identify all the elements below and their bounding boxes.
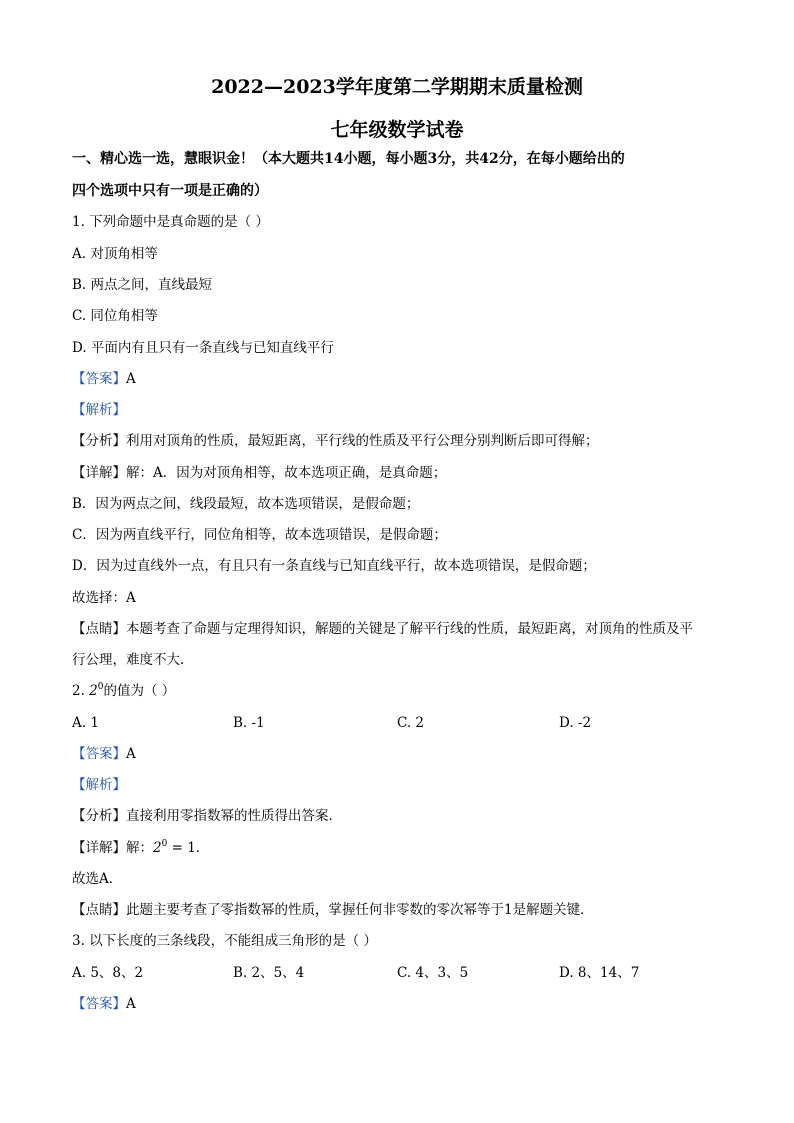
q2-choose: 故选A． xyxy=(72,871,123,887)
q2-analysis xyxy=(72,776,126,794)
q2-detail-exponent: 0 xyxy=(161,839,168,849)
q3-option-d: D. 8、14、7 xyxy=(559,965,640,981)
answer-label: 【答案】 xyxy=(72,996,126,1012)
q2-option-b: B. -1 xyxy=(233,715,265,731)
q1-option-c: C. 同位角相等 xyxy=(72,308,158,324)
fenxi-label: 【分析】 xyxy=(72,808,126,824)
q2-answer xyxy=(72,745,136,763)
q3-stem: 3. 以下长度的三条线段，不能组成三角形的是（ ） xyxy=(72,933,377,949)
q1-option-b: B. 两点之间，直线最短 xyxy=(72,277,213,293)
q1-detail-d: D．因为过直线外一点，有且只有一条直线与已知直线平行，故本选项错误，是假命题； xyxy=(72,558,596,574)
q3-answer xyxy=(72,995,136,1013)
q1-answer-value: A xyxy=(126,371,136,387)
q1-option-a: A. 对顶角相等 xyxy=(72,246,158,262)
q2-detail-rest: = 1． xyxy=(167,840,210,856)
exam-title: 2022—2023学年度第二学期期末质量检测 xyxy=(211,76,583,98)
q3-option-a: A. 5、8、2 xyxy=(72,965,144,981)
q1-fenxi xyxy=(72,432,599,450)
q2-option-a: A. 1 xyxy=(72,715,99,731)
q1-option-d: D. 平面内有且只有一条直线与已知直线平行 xyxy=(72,340,334,356)
fenxi-label: 【分析】 xyxy=(72,433,126,449)
comment-label: 【点睛】 xyxy=(72,902,126,918)
q2-option-c: C. 2 xyxy=(397,715,425,731)
q1-detail xyxy=(72,464,446,482)
answer-label: 【答案】 xyxy=(72,746,126,762)
q3-option-b: B. 2、5、4 xyxy=(233,965,305,981)
q2-stem-rest: 的值为（ ） xyxy=(103,683,176,699)
analysis-label: 【解析】 xyxy=(72,777,126,793)
q3-option-c: C. 4、3、5 xyxy=(397,965,469,981)
q1-comment-line2: 行公理，难度不大． xyxy=(72,652,194,668)
q1-detail-c: C．因为两直线平行，同位角相等，故本选项错误，是假命题； xyxy=(72,527,447,543)
q1-detail-b: B．因为两点之间，线段最短，故本选项错误，是假命题； xyxy=(72,496,420,512)
q1-detail-text: 解：A．因为对顶角相等，故本选项正确，是真命题； xyxy=(126,465,447,481)
detail-label: 【详解】 xyxy=(72,840,126,856)
answer-label: 【答案】 xyxy=(72,371,126,387)
q1-choose: 故选择：A xyxy=(72,590,136,606)
q2-answer-value: A xyxy=(126,746,136,762)
q1-answer xyxy=(72,370,136,388)
q3-answer-value: A xyxy=(126,996,136,1012)
q1-fenxi-text: 利用对顶角的性质，最短距离，平行线的性质及平行公理分别判断后即可得解； xyxy=(126,433,599,449)
q2-comment xyxy=(72,901,594,919)
q2-detail-prefix: 解： xyxy=(126,840,153,856)
q2-exponent: 0 xyxy=(97,682,104,692)
q1-stem: 1. 下列命题中是真命题的是（ ） xyxy=(72,214,269,230)
q2-fenxi-text: 直接利用零指数幂的性质得出答案． xyxy=(126,808,342,824)
detail-label: 【详解】 xyxy=(72,465,126,481)
q1-analysis xyxy=(72,401,126,419)
q2-number: 2. xyxy=(72,683,90,699)
q2-fenxi xyxy=(72,807,342,825)
q2-comment-text: 此题主要考查了零指数幂的性质，掌握任何非零数的零次幂等于1是解题关键． xyxy=(126,902,594,918)
q2-stem xyxy=(72,682,175,700)
analysis-label: 【解析】 xyxy=(72,402,126,418)
q1-comment-line1 xyxy=(72,620,693,638)
q2-detail-base: 2 xyxy=(153,840,162,856)
comment-label: 【点睛】 xyxy=(72,621,126,637)
q2-option-d: D. -2 xyxy=(559,715,592,731)
q2-base: 2 xyxy=(89,683,98,699)
q2-detail xyxy=(72,839,209,857)
section-heading-line2: 四个选项中只有一项是正确的） xyxy=(72,183,268,199)
exam-subtitle: 七年级数学试卷 xyxy=(330,119,464,141)
q1-comment-text: 本题考查了命题与定理得知识，解题的关键是了解平行线的性质，最短距离，对顶角的性质及平 xyxy=(126,621,693,637)
section-heading-line1: 一、精心选一选，慧眼识金！（本大题共14小题，每小题3分，共42分，在每小题给出的 xyxy=(72,151,625,167)
